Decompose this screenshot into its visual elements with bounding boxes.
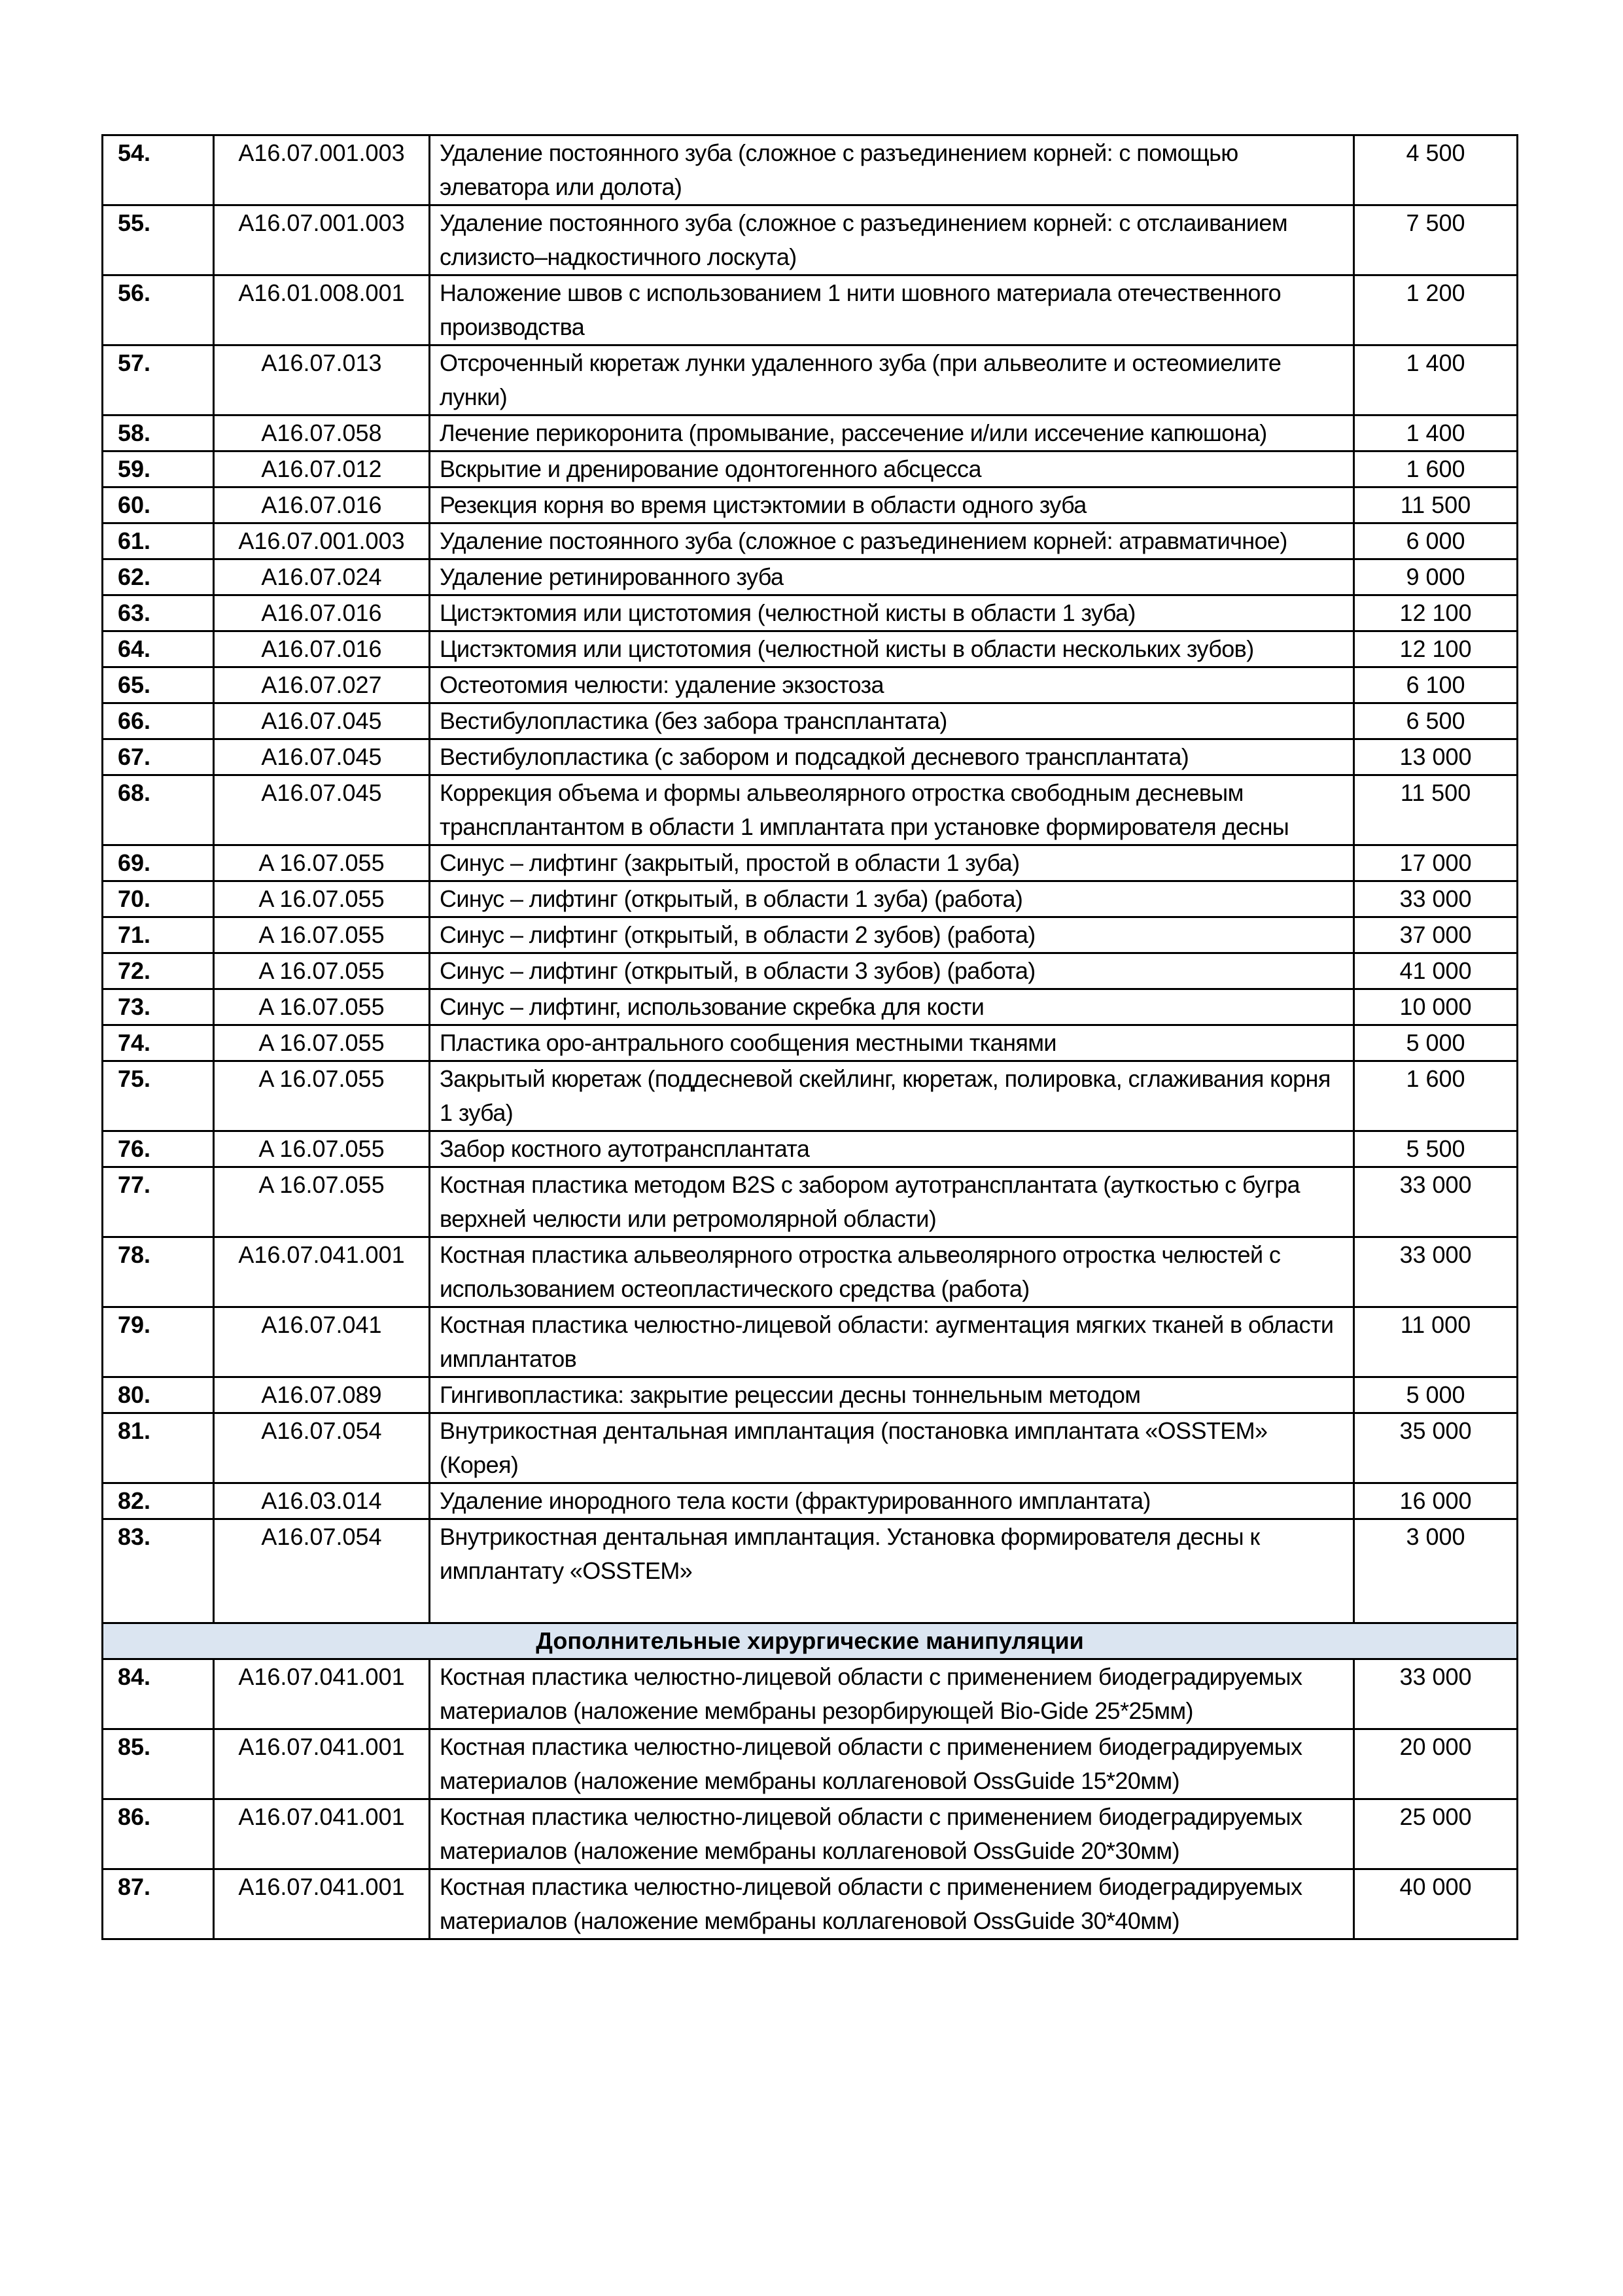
service-description: Пластика оро-антрального сообщения местными тканями — [430, 1025, 1354, 1061]
table-row — [103, 345, 1518, 415]
row-number: 67. — [103, 739, 214, 775]
table-row — [103, 1519, 1518, 1623]
service-description: Резекция корня во время цистэктомии в области одного зуба — [430, 487, 1354, 523]
row-number: 80. — [103, 1377, 214, 1413]
row-number: 75. — [103, 1061, 214, 1131]
service-code: A16.07.024 — [214, 559, 430, 595]
service-price: 3 000 — [1354, 1519, 1518, 1623]
service-price: 35 000 — [1354, 1413, 1518, 1483]
row-number: 82. — [103, 1483, 214, 1519]
service-price: 6 100 — [1354, 667, 1518, 703]
service-description: Забор костного аутотрансплантата — [430, 1131, 1354, 1167]
service-description: Закрытый кюретаж (поддесневой скейлинг, кюретаж, полировка, сглаживания корня 1 зуба) — [430, 1061, 1354, 1131]
service-price: 33 000 — [1354, 1659, 1518, 1729]
row-number: 77. — [103, 1167, 214, 1237]
service-price: 37 000 — [1354, 917, 1518, 953]
service-price: 17 000 — [1354, 845, 1518, 881]
row-number: 81. — [103, 1413, 214, 1483]
table-row — [103, 631, 1518, 667]
table-row — [103, 1061, 1518, 1131]
service-price: 6 500 — [1354, 703, 1518, 739]
service-description: Синус – лифтинг (открытый, в области 2 зубов) (работа) — [430, 917, 1354, 953]
service-code: A16.07.013 — [214, 345, 430, 415]
service-price: 25 000 — [1354, 1799, 1518, 1869]
service-description: Удаление ретинированного зуба — [430, 559, 1354, 595]
table-row — [103, 1799, 1518, 1869]
table-row — [103, 953, 1518, 989]
row-number: 87. — [103, 1869, 214, 1939]
service-price: 11 000 — [1354, 1307, 1518, 1377]
service-code: A16.07.089 — [214, 1377, 430, 1413]
table-row — [103, 1167, 1518, 1237]
service-code: A16.07.016 — [214, 487, 430, 523]
table-row — [103, 275, 1518, 345]
service-description: Вестибулопластика (без забора трансплантата) — [430, 703, 1354, 739]
service-code: A16.07.041.001 — [214, 1729, 430, 1799]
service-price: 9 000 — [1354, 559, 1518, 595]
row-number: 63. — [103, 595, 214, 631]
price-table — [101, 134, 1518, 1940]
service-code: A16.07.001.003 — [214, 205, 430, 275]
service-description: Синус – лифтинг (открытый, в области 3 зубов) (работа) — [430, 953, 1354, 989]
service-code: A16.07.012 — [214, 451, 430, 487]
service-price: 12 100 — [1354, 631, 1518, 667]
row-number: 70. — [103, 881, 214, 917]
service-price: 12 100 — [1354, 595, 1518, 631]
row-number: 55. — [103, 205, 214, 275]
section-title: Дополнительные хирургические манипуляции — [103, 1623, 1518, 1659]
row-number: 73. — [103, 989, 214, 1025]
table-row — [103, 1237, 1518, 1307]
service-code: A16.07.001.003 — [214, 523, 430, 559]
row-number: 54. — [103, 135, 214, 205]
row-number: 57. — [103, 345, 214, 415]
row-number: 61. — [103, 523, 214, 559]
service-code: A16.07.016 — [214, 631, 430, 667]
row-number: 79. — [103, 1307, 214, 1377]
service-description: Костная пластика челюстно-лицевой области: аугментация мягких тканей в области имплантатов — [430, 1307, 1354, 1377]
row-number: 58. — [103, 415, 214, 451]
row-number: 69. — [103, 845, 214, 881]
table-row — [103, 559, 1518, 595]
table-row — [103, 1377, 1518, 1413]
table-row — [103, 205, 1518, 275]
row-number: 65. — [103, 667, 214, 703]
section-header-group — [103, 1623, 1518, 1659]
service-price: 5 500 — [1354, 1131, 1518, 1167]
service-price: 10 000 — [1354, 989, 1518, 1025]
service-code: A16.07.054 — [214, 1519, 430, 1623]
service-price: 13 000 — [1354, 739, 1518, 775]
service-code: A16.07.041.001 — [214, 1237, 430, 1307]
service-description: Костная пластика челюстно-лицевой области с применением биодеградируемых материалов (наложение мембраны коллагеновой OssGuide 30*40мм) — [430, 1869, 1354, 1939]
service-description: Синус – лифтинг, использование скребка для кости — [430, 989, 1354, 1025]
service-code: A 16.07.055 — [214, 953, 430, 989]
service-price: 7 500 — [1354, 205, 1518, 275]
table-row — [103, 989, 1518, 1025]
row-number: 66. — [103, 703, 214, 739]
service-description: Вестибулопластика (с забором и подсадкой десневого трансплантата) — [430, 739, 1354, 775]
row-number: 59. — [103, 451, 214, 487]
service-description: Цистэктомия или цистотомия (челюстной кисты в области 1 зуба) — [430, 595, 1354, 631]
service-description: Костная пластика челюстно-лицевой области с применением биодеградируемых материалов (наложение мембраны коллагеновой OssGuide 15*20мм) — [430, 1729, 1354, 1799]
service-code: A 16.07.055 — [214, 845, 430, 881]
table-row — [103, 1307, 1518, 1377]
table-row — [103, 523, 1518, 559]
service-code: A16.07.041.001 — [214, 1799, 430, 1869]
service-description: Внутрикостная дентальная имплантация (постановка имплантата «OSSTEM» (Корея) — [430, 1413, 1354, 1483]
table-row — [103, 1483, 1518, 1519]
table-row — [103, 1869, 1518, 1939]
table-row — [103, 1729, 1518, 1799]
table-row — [103, 1025, 1518, 1061]
service-code: A 16.07.055 — [214, 881, 430, 917]
service-description: Отсроченный кюретаж лунки удаленного зуба (при альвеолите и остеомиелите лунки) — [430, 345, 1354, 415]
service-description: Костная пластика челюстно-лицевой области с применением биодеградируемых материалов (наложение мембраны резорбирующей Bio-Gide 25*25мм) — [430, 1659, 1354, 1729]
service-description: Костная пластика челюстно-лицевой области с применением биодеградируемых материалов (наложение мембраны коллагеновой OssGuide 20*30мм) — [430, 1799, 1354, 1869]
row-number: 74. — [103, 1025, 214, 1061]
service-description: Синус – лифтинг (открытый, в области 1 зуба) (работа) — [430, 881, 1354, 917]
service-price: 16 000 — [1354, 1483, 1518, 1519]
service-description: Остеотомия челюсти: удаление экзостоза — [430, 667, 1354, 703]
service-code: A16.07.058 — [214, 415, 430, 451]
price-list-page — [101, 134, 1516, 1940]
service-description: Внутрикостная дентальная имплантация. Установка формирователя десны к имплантату «OSSTEM» — [430, 1519, 1354, 1623]
row-number: 71. — [103, 917, 214, 953]
table-row — [103, 1131, 1518, 1167]
service-price: 33 000 — [1354, 1237, 1518, 1307]
table-row — [103, 845, 1518, 881]
service-code: A16.07.041 — [214, 1307, 430, 1377]
row-number: 76. — [103, 1131, 214, 1167]
service-code: A 16.07.055 — [214, 1131, 430, 1167]
row-number: 72. — [103, 953, 214, 989]
service-description: Удаление постоянного зуба (сложное с разъединением корней: с отслаиванием слизисто–надкостичного лоскута) — [430, 205, 1354, 275]
service-code: A 16.07.055 — [214, 1025, 430, 1061]
row-number: 78. — [103, 1237, 214, 1307]
service-code: A16.07.045 — [214, 775, 430, 845]
table-row — [103, 451, 1518, 487]
service-price: 1 400 — [1354, 415, 1518, 451]
service-price: 11 500 — [1354, 775, 1518, 845]
row-number: 84. — [103, 1659, 214, 1729]
table-row — [103, 703, 1518, 739]
service-description: Удаление постоянного зуба (сложное с разъединением корней: с помощью элеватора или долота) — [430, 135, 1354, 205]
table-row — [103, 415, 1518, 451]
service-code: A 16.07.055 — [214, 917, 430, 953]
service-price: 1 200 — [1354, 275, 1518, 345]
service-code: A16.07.041.001 — [214, 1869, 430, 1939]
service-description: Цистэктомия или цистотомия (челюстной кисты в области нескольких зубов) — [430, 631, 1354, 667]
service-price: 6 000 — [1354, 523, 1518, 559]
service-description: Удаление инородного тела кости (фрактурированного имплантата) — [430, 1483, 1354, 1519]
service-description: Вскрытие и дренирование одонтогенного абсцесса — [430, 451, 1354, 487]
row-number: 64. — [103, 631, 214, 667]
service-price: 4 500 — [1354, 135, 1518, 205]
row-number: 62. — [103, 559, 214, 595]
service-code: A16.03.014 — [214, 1483, 430, 1519]
service-price: 33 000 — [1354, 881, 1518, 917]
service-code: A16.07.027 — [214, 667, 430, 703]
service-price: 33 000 — [1354, 1167, 1518, 1237]
service-description: Удаление постоянного зуба (сложное с разъединением корней: атравматичное) — [430, 523, 1354, 559]
service-code: A16.07.045 — [214, 739, 430, 775]
table-row — [103, 1413, 1518, 1483]
table-row — [103, 917, 1518, 953]
service-code: A16.01.008.001 — [214, 275, 430, 345]
service-code: A16.07.001.003 — [214, 135, 430, 205]
row-number: 85. — [103, 1729, 214, 1799]
service-price: 40 000 — [1354, 1869, 1518, 1939]
service-description: Синус – лифтинг (закрытый, простой в области 1 зуба) — [430, 845, 1354, 881]
service-price: 1 400 — [1354, 345, 1518, 415]
service-code: A16.07.016 — [214, 595, 430, 631]
table-row — [103, 881, 1518, 917]
price-table-body-additional — [103, 1659, 1518, 1939]
row-number: 60. — [103, 487, 214, 523]
service-description: Лечение перикоронита (промывание, рассечение и/или иссечение капюшона) — [430, 415, 1354, 451]
service-description: Костная пластика альвеолярного отростка альвеолярного отростка челюстей с использованием остеопластического средства (работа) — [430, 1237, 1354, 1307]
table-row — [103, 775, 1518, 845]
row-number: 68. — [103, 775, 214, 845]
table-row — [103, 739, 1518, 775]
table-row — [103, 135, 1518, 205]
section-header-row — [103, 1623, 1518, 1659]
table-row — [103, 1659, 1518, 1729]
service-description: Коррекция объема и формы альвеолярного отростка свободным десневым трансплантантом в области 1 имплантата при установке формирователя десны — [430, 775, 1354, 845]
service-description: Костная пластика методом B2S с забором аутотрансплантата (ауткостью с бугра верхней челюсти или ретромолярной области) — [430, 1167, 1354, 1237]
service-code: A16.07.045 — [214, 703, 430, 739]
table-row — [103, 667, 1518, 703]
table-row — [103, 595, 1518, 631]
service-description: Гингивопластика: закрытие рецессии десны тоннельным методом — [430, 1377, 1354, 1413]
service-price: 11 500 — [1354, 487, 1518, 523]
service-description: Наложение швов с использованием 1 нити шовного материала отечественного производства — [430, 275, 1354, 345]
price-table-body-main — [103, 135, 1518, 1623]
service-price: 1 600 — [1354, 1061, 1518, 1131]
service-code: A 16.07.055 — [214, 1167, 430, 1237]
row-number: 86. — [103, 1799, 214, 1869]
service-price: 1 600 — [1354, 451, 1518, 487]
service-code: A16.07.041.001 — [214, 1659, 430, 1729]
service-price: 20 000 — [1354, 1729, 1518, 1799]
service-price: 41 000 — [1354, 953, 1518, 989]
service-code: A 16.07.055 — [214, 1061, 430, 1131]
service-price: 5 000 — [1354, 1377, 1518, 1413]
table-row — [103, 487, 1518, 523]
service-code: A 16.07.055 — [214, 989, 430, 1025]
service-code: A16.07.054 — [214, 1413, 430, 1483]
row-number: 56. — [103, 275, 214, 345]
service-price: 5 000 — [1354, 1025, 1518, 1061]
row-number: 83. — [103, 1519, 214, 1623]
